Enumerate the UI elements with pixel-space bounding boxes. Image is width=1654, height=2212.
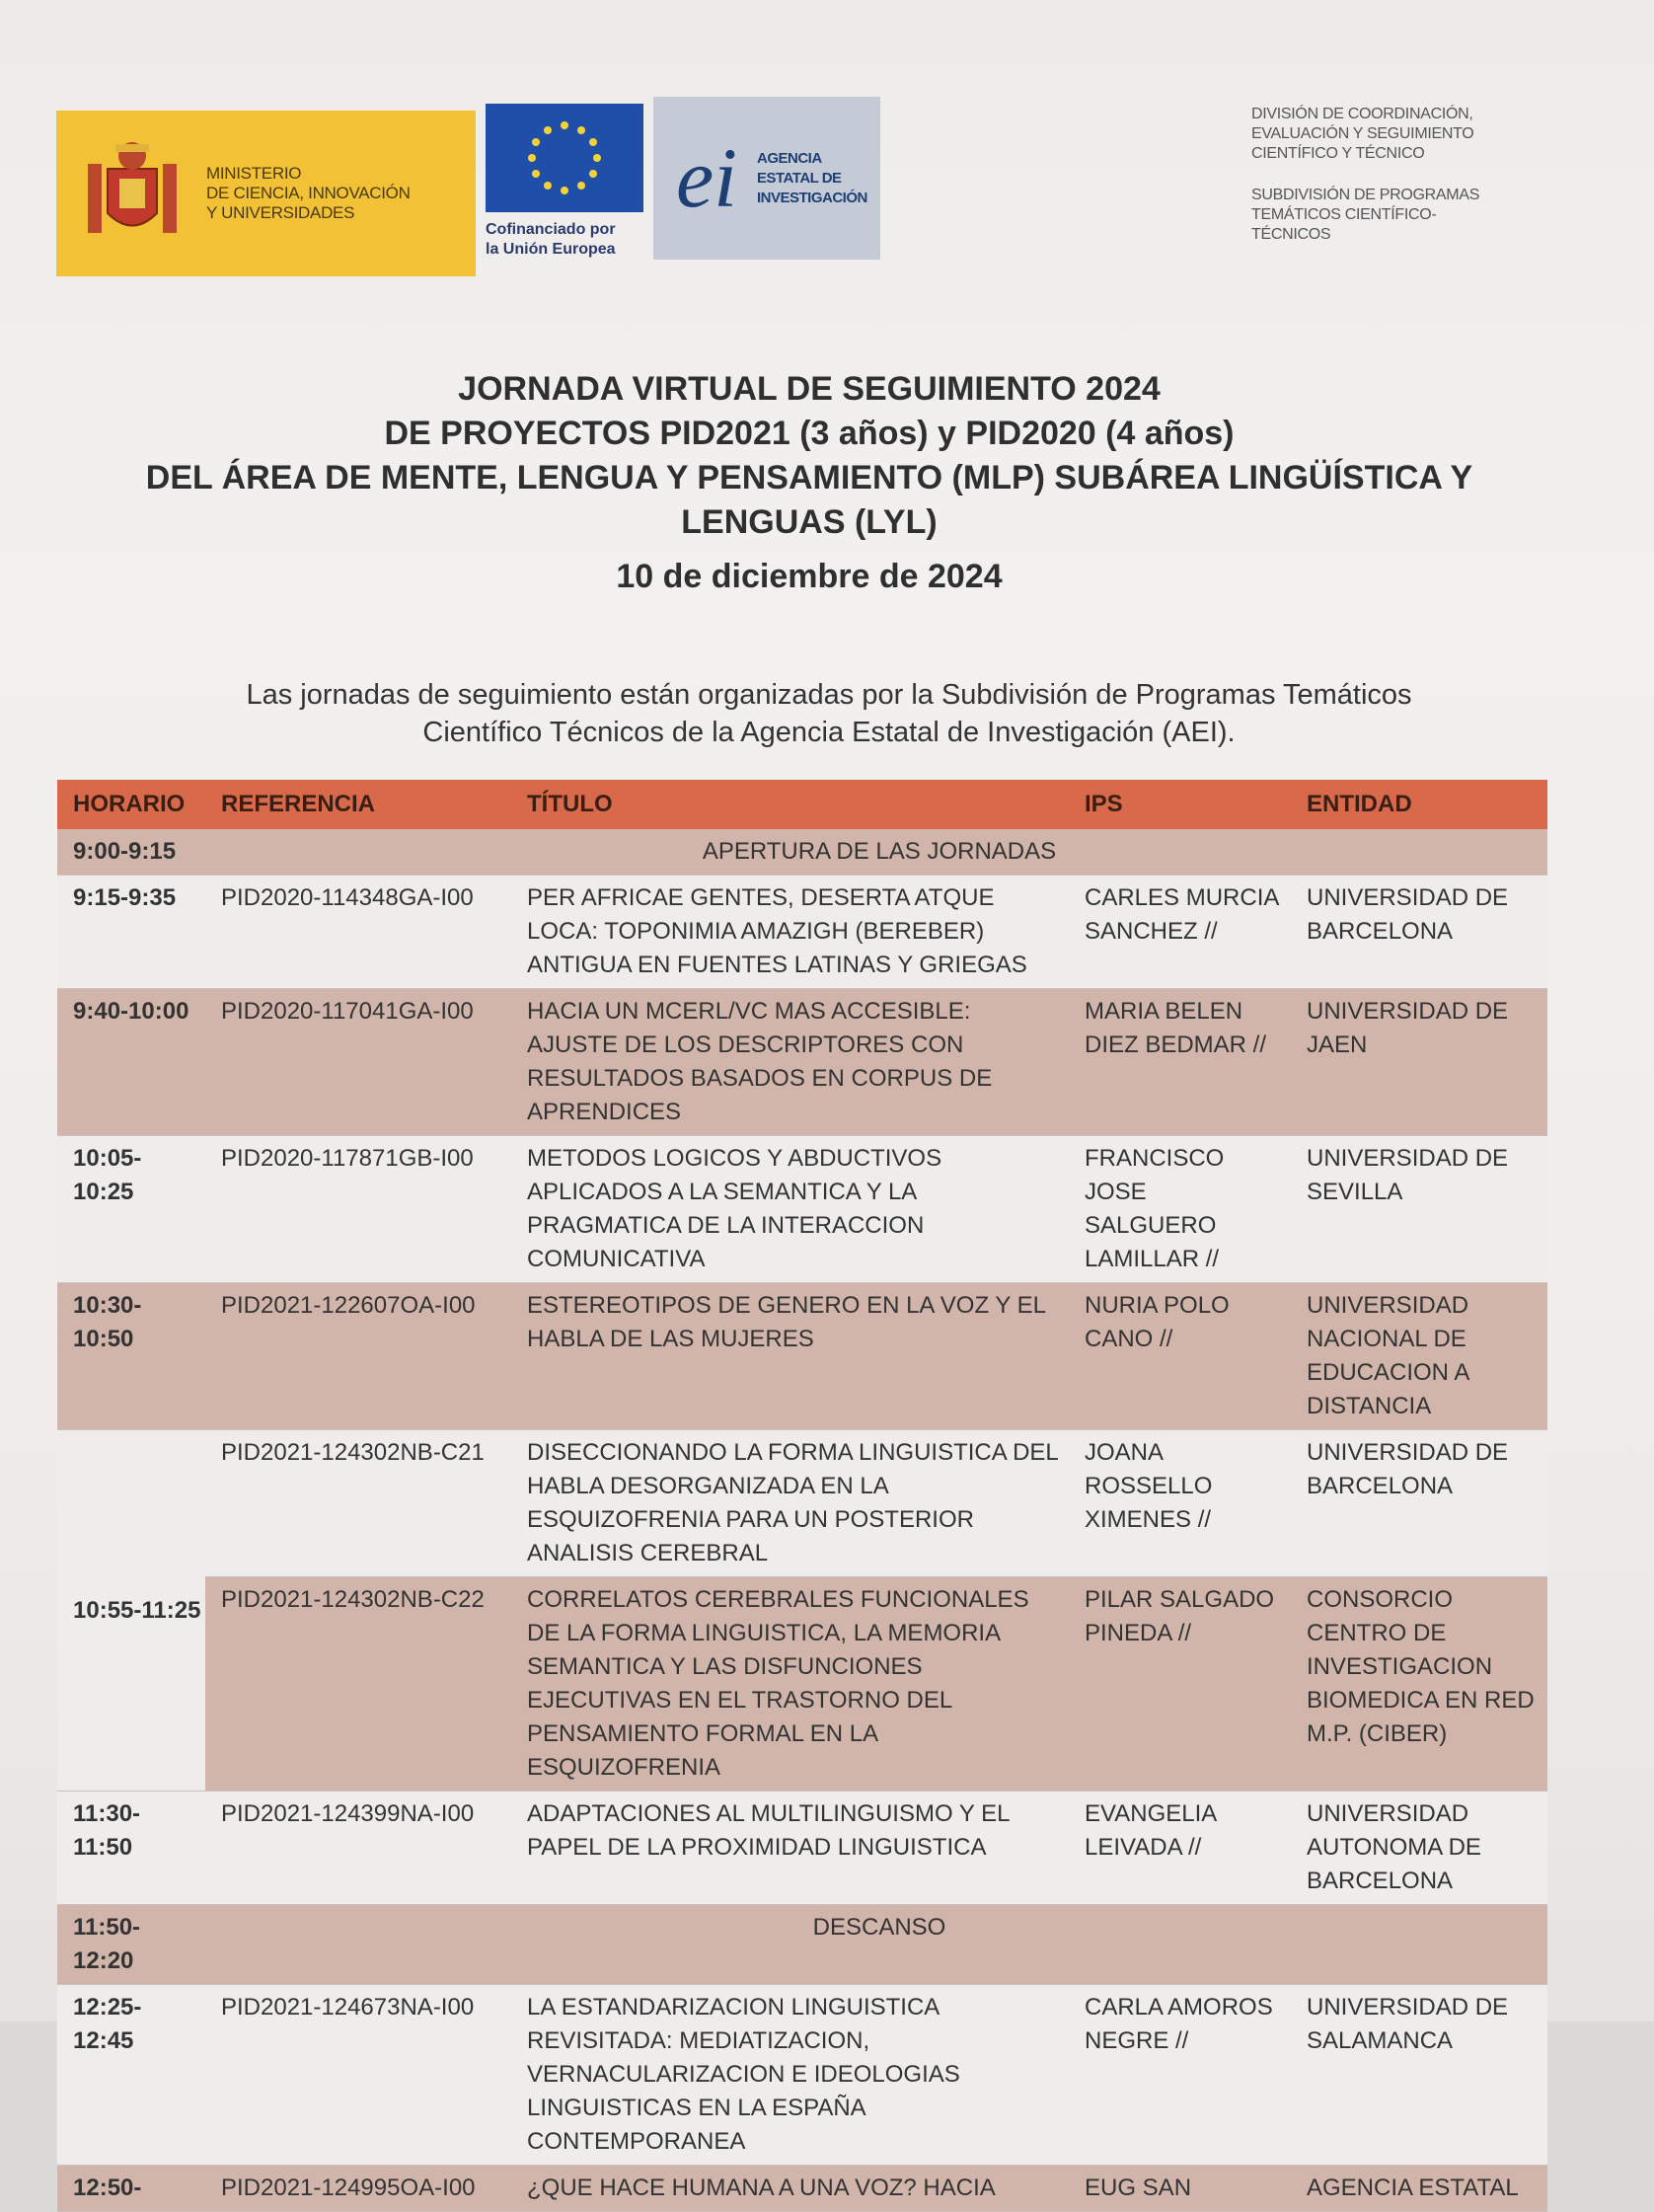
column-header-horario: HORARIO — [73, 791, 186, 817]
cell-referencia: PID2021-124399NA-I00 — [221, 1800, 475, 1827]
table-row — [57, 1136, 1547, 1283]
cell-referencia: PID2021-124302NB-C22 — [221, 1586, 485, 1613]
eu-flag-icon — [486, 104, 643, 212]
subdivision-name — [1251, 186, 1547, 245]
column-header-ips: IPS — [1085, 791, 1123, 817]
cell-referencia: PID2021-124302NB-C21 — [221, 1439, 485, 1466]
table-row — [205, 1430, 1547, 1577]
cell-ips: EUG SAN — [1085, 2174, 1192, 2201]
cell-horario: 10:05-10:25 — [73, 1145, 142, 1205]
cell-referencia: PID2020-117041GA-I00 — [221, 998, 474, 1025]
opening-row — [57, 829, 1547, 876]
cell-opening-label: APERTURA DE LAS JORNADAS — [702, 838, 1057, 865]
table-row — [57, 2166, 1547, 2212]
aei-line: ESTATAL DE — [757, 169, 842, 187]
eu-caption — [486, 220, 643, 260]
coat-of-arms-icon — [78, 134, 187, 253]
title-line: DEL ÁREA DE MENTE, LENGUA Y PENSAMIENTO (MLP) SUBÁREA LINGÜÍSTICA Y — [145, 459, 1473, 496]
cell-referencia: PID2020-114348GA-I00 — [221, 884, 474, 911]
title-line: DE PROYECTOS PID2021 (3 años) y PID2020 (4 años) — [384, 415, 1235, 452]
aei-logo — [653, 97, 880, 260]
table-row — [57, 876, 1547, 989]
cell-ips: EVANGELIA LEIVADA // — [1085, 1800, 1216, 1861]
cell-horario: 12:25-12:45 — [73, 1994, 142, 2054]
ministry-line: DE CIENCIA, INNOVACIÓN — [206, 184, 411, 202]
title-line: LENGUAS (LYL) — [681, 503, 938, 541]
cell-horario: 9:15-9:35 — [73, 884, 177, 911]
cell-referencia: PID2021-122607OA-I00 — [221, 1292, 476, 1319]
table-row — [205, 1577, 1547, 1791]
cell-entidad: UNIVERSIDAD DE BARCELONA — [1307, 1439, 1509, 1499]
table-row — [57, 1792, 1547, 1905]
column-header-titulo: TÍTULO — [527, 791, 613, 817]
grouped-row-entries — [205, 1430, 1547, 1791]
cell-referencia: PID2021-124673NA-I00 — [221, 1994, 475, 2021]
subdivision-line: TEMÁTICOS CIENTÍFICO- — [1251, 206, 1437, 223]
intro-line: Las jornadas de seguimiento están organizadas por la Subdivisión de Programas Temáticos — [246, 679, 1412, 711]
document-title — [39, 367, 1579, 599]
cell-horario: 12:50- — [73, 2174, 142, 2201]
aei-line: AGENCIA — [757, 149, 822, 167]
cell-break-label: DESCANSO — [812, 1914, 946, 1941]
title-line: JORNADA VIRTUAL DE SEGUIMIENTO 2024 — [458, 370, 1161, 408]
aei-mark-icon — [668, 119, 757, 238]
cell-entidad: AGENCIA ESTATAL — [1307, 2174, 1519, 2201]
ministry-line: MINISTERIO — [206, 164, 302, 183]
cell-titulo: ESTEREOTIPOS DE GENERO EN LA VOZ Y EL HABLA DE LAS MUJERES — [527, 1292, 1046, 1352]
cell-horario: 11:30-11:50 — [73, 1800, 141, 1861]
eu-caption-line: Cofinanciado por — [486, 221, 616, 238]
grouped-row — [57, 1430, 1547, 1792]
division-line: DIVISIÓN DE COORDINACIÓN, — [1251, 106, 1473, 122]
cell-titulo: HACIA UN MCERL/VC MAS ACCESIBLE: AJUSTE DE LOS DESCRIPTORES CON RESULTADOS BASADOS EN CORPUS DE APRENDICES — [527, 998, 993, 1125]
event-date: 10 de diciembre de 2024 — [616, 558, 1003, 595]
cell-entidad: UNIVERSIDAD DE JAEN — [1307, 998, 1509, 1058]
cell-entidad: UNIVERSIDAD DE SALAMANCA — [1307, 1994, 1509, 2054]
table-header — [57, 780, 1547, 829]
cell-referencia: PID2020-117871GB-I00 — [221, 1145, 474, 1172]
cell-titulo: CORRELATOS CEREBRALES FUNCIONALES DE LA FORMA LINGUISTICA, LA MEMORIA SEMANTICA Y LAS DISFUNCIONES EJECUTIVAS EN EL TRASTORNO DEL PENSAMIENTO FORMAL EN LA ESQUIZOFRENIA — [527, 1586, 1029, 1781]
eu-logo — [486, 104, 643, 267]
cell-entidad: CONSORCIO CENTRO DE INVESTIGACION BIOMEDICA EN RED M.P. (CIBER) — [1307, 1586, 1535, 1747]
ministry-name — [206, 164, 411, 223]
subdivision-line: SUBDIVISIÓN DE PROGRAMAS — [1251, 187, 1480, 203]
cell-titulo: DISECCIONANDO LA FORMA LINGUISTICA DEL HABLA DESORGANIZADA EN LA ESQUIZOFRENIA PARA UN POSTERIOR ANALISIS CEREBRAL — [527, 1439, 1058, 1566]
cell-ips: FRANCISCO JOSE SALGUERO LAMILLAR // — [1085, 1145, 1225, 1272]
cell-horario: 10:30-10:50 — [73, 1292, 142, 1352]
schedule-table — [57, 780, 1547, 2212]
ministry-logo — [56, 111, 476, 276]
subdivision-line: TÉCNICOS — [1251, 226, 1331, 243]
cell-entidad: UNIVERSIDAD DE SEVILLA — [1307, 1145, 1509, 1205]
cell-horario: 11:50-12:20 — [73, 1914, 141, 1974]
ministry-line: Y UNIVERSIDADES — [206, 203, 355, 222]
division-line: CIENTÍFICO Y TÉCNICO — [1251, 145, 1425, 162]
aei-mark-text: ei — [676, 129, 738, 225]
cell-entidad: UNIVERSIDAD NACIONAL DE EDUCACION A DISTANCIA — [1307, 1292, 1469, 1419]
cell-ips: PILAR SALGADO PINEDA // — [1085, 1586, 1275, 1646]
cell-titulo: PER AFRICAE GENTES, DESERTA ATQUE LOCA: TOPONIMIA AMAZIGH (BEREBER) ANTIGUA EN FUENTES LATINAS Y GRIEGAS — [527, 884, 1027, 978]
column-header-entidad: ENTIDAD — [1307, 791, 1412, 817]
division-name — [1251, 105, 1547, 164]
table-row — [57, 1985, 1547, 2166]
cell-ips: NURIA POLO CANO // — [1085, 1292, 1230, 1352]
cell-ips: CARLA AMOROS NEGRE // — [1085, 1994, 1273, 2054]
intro-paragraph — [118, 676, 1540, 751]
cell-titulo: ¿QUE HACE HUMANA A UNA VOZ? HACIA — [527, 2174, 996, 2201]
cell-horario: 9:00-9:15 — [73, 838, 177, 865]
cell-titulo: METODOS LOGICOS Y ABDUCTIVOS APLICADOS A LA SEMANTICA Y LA PRAGMATICA DE LA INTERACCION COMUNICATIVA — [527, 1145, 942, 1272]
cell-entidad: UNIVERSIDAD AUTONOMA DE BARCELONA — [1307, 1800, 1481, 1894]
column-header-referencia: REFERENCIA — [221, 791, 376, 817]
cell-ips: MARIA BELEN DIEZ BEDMAR // — [1085, 998, 1267, 1058]
break-row — [57, 1905, 1547, 1985]
table-row — [57, 1283, 1547, 1430]
cell-referencia: PID2021-124995OA-I00 — [221, 2174, 476, 2201]
eu-caption-line: la Unión Europea — [486, 241, 616, 258]
cell-ips: JOANA ROSSELLO XIMENES // — [1085, 1439, 1213, 1533]
cell-horario: 9:40-10:00 — [73, 998, 189, 1025]
cell-titulo: ADAPTACIONES AL MULTILINGUISMO Y EL PAPEL DE LA PROXIMIDAD LINGUISTICA — [527, 1800, 1010, 1861]
table-row — [57, 989, 1547, 1136]
cell-titulo: LA ESTANDARIZACION LINGUISTICA REVISITADA: MEDIATIZACION, VERNACULARIZACION E IDEOLOGIAS LINGUISTICAS EN LA ESPAÑA CONTEMPORANEA — [527, 1994, 960, 2155]
division-block — [1251, 105, 1547, 267]
intro-line: Científico Técnicos de la Agencia Estatal de Investigación (AEI). — [422, 717, 1236, 748]
cell-entidad: UNIVERSIDAD DE BARCELONA — [1307, 884, 1509, 945]
aei-line: INVESTIGACIÓN — [757, 189, 867, 206]
cell-horario: 10:55-11:25 — [57, 1430, 205, 1791]
division-line: EVALUACIÓN Y SEGUIMIENTO — [1251, 125, 1474, 142]
cell-ips: CARLES MURCIA SANCHEZ // — [1085, 884, 1279, 945]
aei-name — [757, 149, 867, 208]
